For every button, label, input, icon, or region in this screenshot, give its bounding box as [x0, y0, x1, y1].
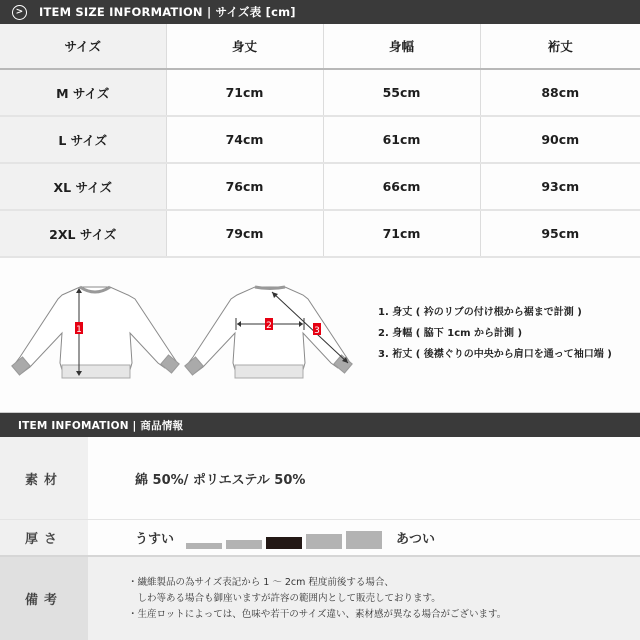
cell-sleeve: 90cm	[480, 116, 640, 163]
notes-label: 備考	[0, 557, 88, 640]
cell-length: 76cm	[166, 163, 323, 210]
thickness-level-1	[186, 543, 222, 549]
cell-length: 71cm	[166, 69, 323, 116]
thickness-level-4	[306, 534, 342, 549]
thickness-max-label: あつい	[396, 532, 436, 547]
thickness-row	[0, 520, 640, 557]
table-row	[0, 69, 640, 116]
marker-1-label: 1	[76, 325, 82, 335]
thickness-level-3-selected	[266, 537, 302, 549]
sweater-measurement-diagram	[0, 275, 370, 390]
size-table	[0, 24, 640, 258]
cell-length: 79cm	[166, 210, 323, 257]
thickness-min-label: うすい	[135, 532, 175, 547]
legend-item: 2. 身幅 ( 脇下 1cm から計測 )	[378, 328, 523, 339]
material-value: 綿 50%/ ポリエステル 50%	[135, 472, 306, 488]
thickness-label: 厚さ	[0, 520, 88, 555]
cell-width: 66cm	[323, 163, 480, 210]
size-label: 2XL サイズ	[0, 210, 166, 257]
column-header: 身丈	[166, 24, 323, 69]
legend-item: 1. 身丈 ( 衿のリブの付け根から裾まで計測 )	[378, 307, 582, 318]
cell-sleeve: 95cm	[480, 210, 640, 257]
legend-item: 3. 裄丈 ( 後襟ぐりの中央から肩口を通って袖口端 )	[378, 349, 612, 360]
cell-width: 55cm	[323, 69, 480, 116]
notes-value	[88, 557, 640, 640]
cell-sleeve: 88cm	[480, 69, 640, 116]
circle-chevron-right-icon: >	[12, 5, 27, 20]
size-section-header	[0, 0, 640, 24]
marker-2-label: 2	[266, 321, 272, 331]
material-label: 素材	[0, 437, 88, 519]
column-header: 裄丈	[480, 24, 640, 69]
table-row	[0, 116, 640, 163]
thickness-value	[88, 520, 640, 555]
info-section-header	[0, 412, 640, 437]
column-header: サイズ	[0, 24, 166, 69]
note-line: ・生産ロットによっては、色味や若干のサイズ違い、素材感が異なる場合がございます。	[128, 608, 507, 620]
size-label: M サイズ	[0, 69, 166, 116]
cell-width: 61cm	[323, 116, 480, 163]
cell-width: 71cm	[323, 210, 480, 257]
table-header-row	[0, 24, 640, 69]
column-header: 身幅	[323, 24, 480, 69]
table-row	[0, 163, 640, 210]
cell-length: 74cm	[166, 116, 323, 163]
info-section-title: ITEM INFOMATION | 商品情報	[18, 419, 184, 432]
material-row	[0, 437, 640, 520]
size-section-title: ITEM SIZE INFORMATION | サイズ表 [cm]	[39, 5, 296, 19]
sweater-front-illustration	[12, 287, 179, 378]
measurement-legend	[378, 302, 612, 365]
cell-sleeve: 93cm	[480, 163, 640, 210]
marker-3-label: 3	[314, 326, 320, 336]
note-line: ・繊維製品の為サイズ表記から 1 ～ 2cm 程度前後する場合、	[128, 576, 394, 588]
table-row	[0, 210, 640, 257]
notes-row	[0, 557, 640, 640]
thickness-scale	[186, 527, 382, 549]
size-label: L サイズ	[0, 116, 166, 163]
sweater-back-illustration	[185, 287, 352, 378]
thickness-level-2	[226, 540, 262, 549]
note-line: しわ等ある場合も御座いますが許容の範囲内として販売しております。	[128, 592, 441, 604]
thickness-level-5	[346, 531, 382, 549]
size-label: XL サイズ	[0, 163, 166, 210]
